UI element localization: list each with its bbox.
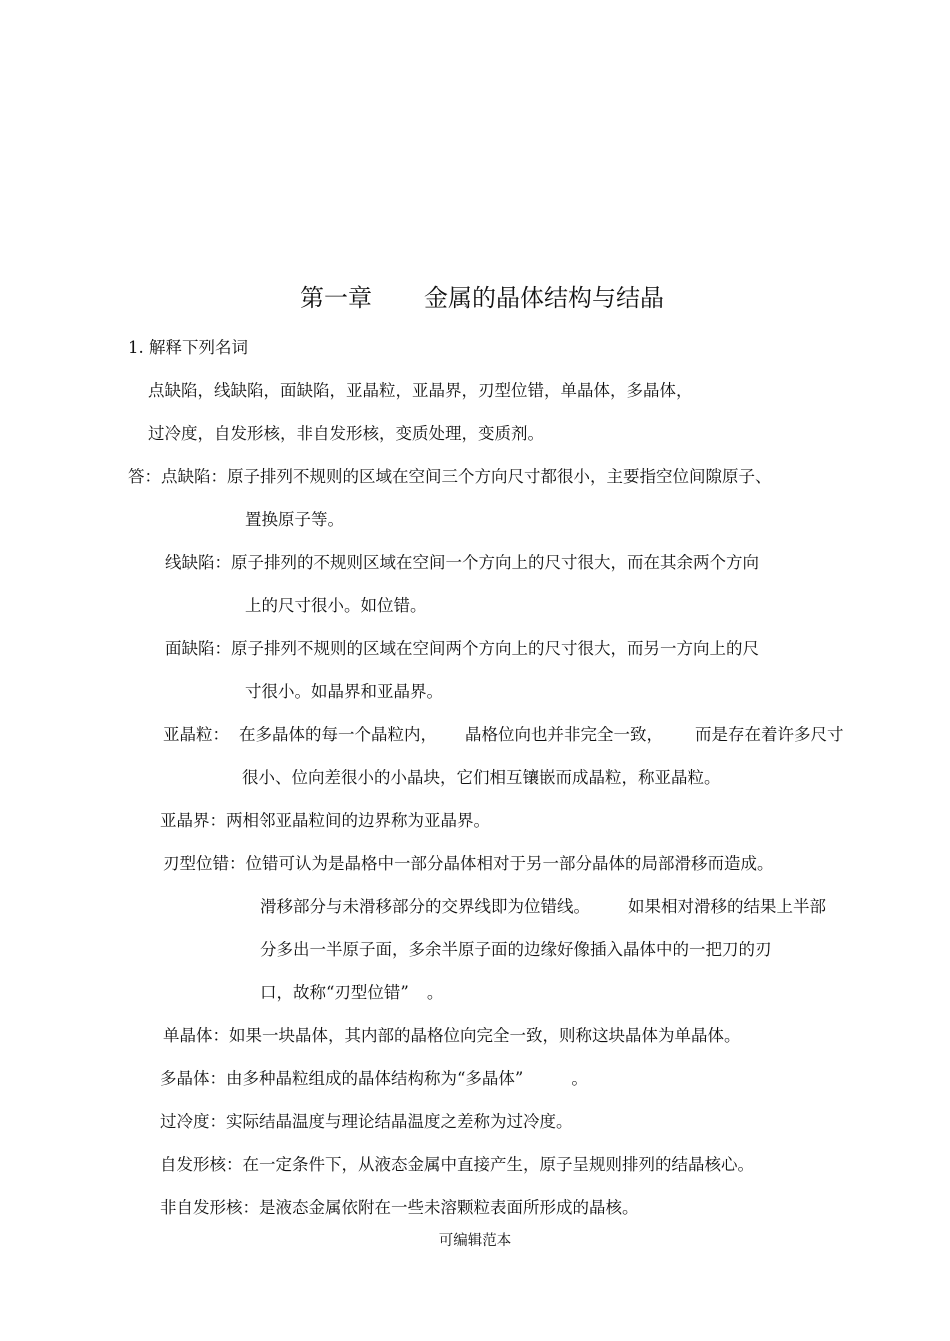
- answer-line-8: 很小、位向差很小的小晶块，它们相互镶嵌而成晶粒，称亚晶粒。: [242, 768, 721, 787]
- answer-line-11-part-b: 如果相对滑移的结果上半部: [628, 897, 826, 916]
- answer-line-18: 非自发形核：是液态金属依附在一些未溶颗粒表面所形成的晶核。: [160, 1198, 639, 1217]
- answer-line-1: 答：点缺陷：原子排列不规则的区域在空间三个方向尺寸都很小，主要指空位间隙原子、: [128, 467, 772, 486]
- answer-line-2: 置换原子等。: [245, 510, 344, 529]
- answer-line-14: 单晶体：如果一块晶体，其内部的晶格位向完全一致，则称这块晶体为单晶体。: [163, 1026, 741, 1045]
- answer-line-13-part-b: 。: [426, 983, 444, 1002]
- answer-line-13: [260, 982, 443, 1004]
- answer-line-7-part-c: 晶格位向也并非完全一致，: [465, 725, 663, 744]
- answer-line-17: 自发形核：在一定条件下，从液态金属中直接产生，原子呈规则排列的结晶核心。: [160, 1155, 754, 1174]
- answer-line-7-part-b: 在多晶体的每一个晶粒内，: [239, 725, 437, 744]
- answer-line-7-part-d: 而是存在着许多尺寸: [695, 725, 844, 744]
- answer-line-15-part-b: 。: [571, 1069, 588, 1088]
- term-subgrain: 亚晶粒：: [163, 725, 229, 744]
- page-footer: 可编辑范本: [438, 1233, 512, 1249]
- chapter-number: 第一章: [300, 284, 372, 312]
- terms-line-1: 点缺陷，线缺陷，面缺陷，亚晶粒，亚晶界，刃型位错，单晶体，多晶体，: [148, 381, 693, 400]
- chapter-name: 金属的晶体结构与结晶: [424, 284, 664, 312]
- answer-line-16: 过冷度：实际结晶温度与理论结晶温度之差称为过冷度。: [160, 1112, 573, 1131]
- page-title: [300, 283, 664, 313]
- answer-line-11: [260, 896, 826, 918]
- answer-line-11-part-a: 滑移部分与未滑移部分的交界线即为位错线。: [260, 897, 590, 916]
- answer-line-7: [163, 724, 844, 746]
- answer-line-9: 亚晶界：两相邻亚晶粒间的边界称为亚晶界。: [160, 811, 490, 830]
- terms-line-2: 过冷度，自发形核，非自发形核，变质处理，变质剂。: [148, 424, 544, 443]
- answer-line-10: 刃型位错：位错可认为是晶格中一部分晶体相对于另一部分晶体的局部滑移而造成。: [163, 854, 774, 873]
- answer-line-4: 上的尺寸很小。如位错。: [245, 596, 427, 615]
- answer-line-12: 分多出一半原子面，多余半原子面的边缘好像插入晶体中的一把刀的刃: [260, 940, 772, 959]
- question-heading: 1. 解释下列名词: [128, 338, 248, 357]
- answer-line-15: [160, 1068, 588, 1090]
- answer-line-3: 线缺陷：原子排列的不规则区域在空间一个方向上的尺寸很大，而在其余两个方向: [165, 553, 759, 572]
- answer-line-5: 面缺陷：原子排列不规则的区域在空间两个方向上的尺寸很大，而另一方向上的尺: [165, 639, 759, 658]
- answer-line-6: 寸很小。如晶界和亚晶界。: [245, 682, 443, 701]
- answer-line-13-part-a: 口，故称“刃型位错”: [260, 983, 409, 1002]
- answer-line-15-part-a: 多晶体：由多种晶粒组成的晶体结构称为“多晶体”: [160, 1069, 524, 1088]
